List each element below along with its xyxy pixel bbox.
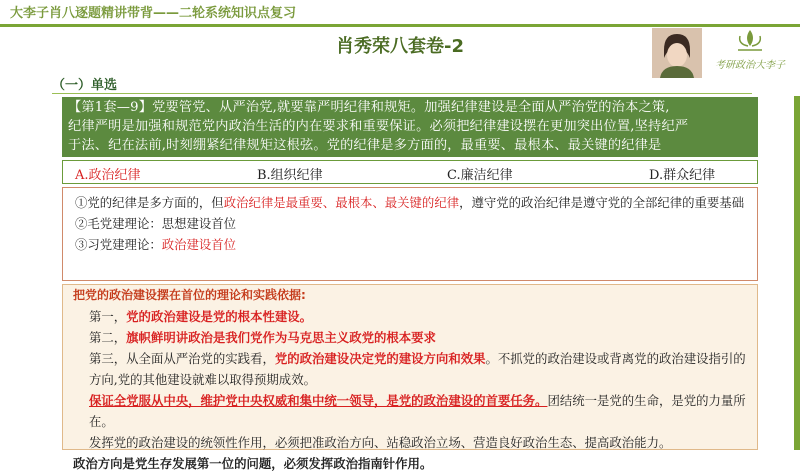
- course-title: 大李子肖八逐题精讲带背——二轮系统知识点复习: [10, 6, 297, 21]
- theory-text: 第一，: [89, 309, 127, 324]
- theory-highlight: 旗帜鲜明讲政治是我们党作为马克思主义政党的根本要求: [126, 330, 436, 345]
- analysis-highlight: 政治建设首位: [161, 237, 237, 252]
- analysis-text: ①党的纪律是多方面的，但: [75, 195, 224, 210]
- theory-line-6: 政治方向是党生存发展第一位的问题，必须发挥政治指南针作用。: [73, 456, 433, 471]
- question-line: 【第1套—9】党要管党、从严治党,就要靠严明纪律和规矩。加强纪律建设是全面从严治党的治本之策,: [68, 100, 670, 115]
- side-accent-bar: [794, 96, 800, 450]
- avatar-portrait-icon: [652, 28, 702, 78]
- theory-line-5: 发挥党的政治建设的统领性作用，必须把准政治方向、站稳政治立场、营造良好政治生态、提高政治能力。: [89, 435, 672, 450]
- option-c: C.廉洁纪律: [447, 168, 513, 183]
- theory-text: 。不抓党的政治建设或背离党的政治建设指引的方向,党的其他建设就难以取得预期成效。: [89, 351, 746, 387]
- analysis-text: ，遵守党的政治纪律是遵守党的全部纪律的重要基础: [459, 195, 745, 210]
- analysis-text: ③习党建理论：: [75, 237, 162, 252]
- analysis-point-2: ②毛党建理论：思想建设首位: [75, 216, 237, 231]
- question-text: [62, 97, 758, 157]
- theory-line-4: [73, 390, 751, 432]
- theory-highlight: 保证全党服从中央，维护党中央权威和集中统一领导，是党的政治建设的首要任务。: [89, 393, 548, 408]
- theory-line-3: [73, 348, 751, 390]
- question-line: 于法、纪在法前,时刻绷紧纪律规矩这根弦。党的纪律是多方面的，最重要、最根本、最关键的纪律是: [68, 138, 662, 153]
- theory-text: 第三，从全面从严治党的实践看，: [89, 351, 275, 366]
- option-d: D.群众纪律: [649, 168, 716, 183]
- analysis-point-1: [75, 192, 749, 213]
- theory-highlight: 党的政治建设是党的根本性建设。: [126, 309, 313, 324]
- theory-box: [62, 284, 758, 471]
- section-label: （一）单选: [52, 78, 118, 93]
- theory-highlight: 党的政治建设决定党的建设方向和效果: [274, 351, 486, 366]
- brand-logo: [710, 26, 790, 74]
- analysis-highlight: 政治纪律是最重要、最根本、最关键的纪律: [223, 195, 460, 210]
- avatar: [652, 28, 702, 78]
- question-line: 纪律严明是加强和规范党内政治生活的内在要求和重要保证。必须把纪律建设摆在更加突出位置,坚持纪严: [68, 119, 689, 134]
- leaf-logo-icon: [710, 26, 790, 56]
- theory-line-1: [73, 306, 751, 327]
- section-divider: [52, 93, 752, 94]
- option-a-correct: A.政治纪律: [75, 168, 141, 183]
- theory-line-2: [73, 327, 751, 348]
- theory-text: 团结统一是党的生命，是党的力量所在。: [89, 393, 746, 429]
- theory-text: 第二，: [89, 330, 127, 345]
- logo-text: 考研政治大李子: [715, 60, 785, 71]
- option-b: B.组织纪律: [257, 168, 323, 183]
- analysis-point-3: [75, 234, 749, 255]
- page-title: 肖秀荣八套卷-2: [336, 36, 464, 57]
- header-bar: [0, 0, 800, 24]
- header-divider: [0, 24, 800, 27]
- theory-heading: 把党的政治建设摆在首位的理论和实践依据:: [73, 288, 306, 302]
- analysis-box: [62, 187, 758, 281]
- options-row: [62, 160, 758, 184]
